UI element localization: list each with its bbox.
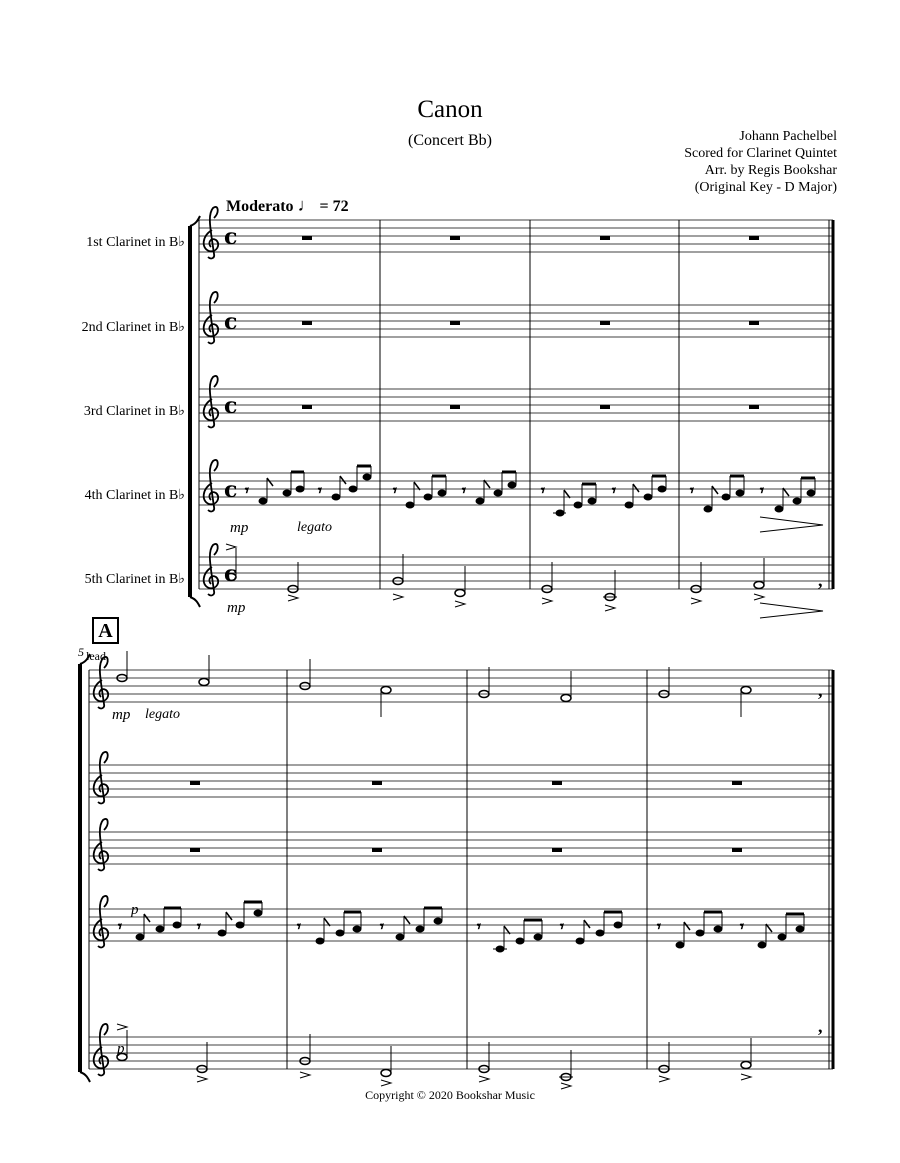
score-title: Canon: [417, 96, 483, 123]
dynamic-mp-sys1-clar4: mp: [230, 520, 249, 536]
dynamic-p-sys2-clar5: p: [117, 1041, 125, 1057]
breath-mark: ,: [818, 680, 823, 700]
svg-text:c: c: [224, 477, 238, 503]
expression-legato-sys1: legato: [297, 520, 332, 535]
whole-rests-sys2: [190, 781, 742, 852]
measure-number: 5: [78, 645, 84, 659]
svg-text:𝄾: 𝄾: [690, 483, 694, 499]
tempo-value: = 72: [319, 198, 349, 215]
breath-mark: ,: [818, 570, 823, 590]
time-signatures: [224, 224, 237, 587]
lead-text: lead: [86, 649, 106, 663]
svg-text:𝄾: 𝄾: [462, 483, 466, 499]
svg-text:𝄾: 𝄾: [297, 919, 301, 935]
clar4-notes-sys1: [245, 466, 823, 532]
svg-text:𝄾: 𝄾: [393, 483, 397, 499]
clar4-notes-sys2: [118, 902, 804, 952]
instrument-label-1: 1st Clarinet in B♭: [86, 235, 185, 250]
svg-text:𝄾: 𝄾: [477, 919, 481, 935]
svg-text:𝄾: 𝄾: [380, 919, 384, 935]
score-subtitle: (Concert Bb): [408, 132, 492, 149]
instrument-label-2: 2nd Clarinet in B♭: [81, 320, 185, 335]
clefs-system-1: [204, 207, 219, 596]
svg-text:c: c: [224, 561, 238, 587]
system-2: [80, 654, 833, 1082]
dynamic-mp-sys2-clar1: mp: [112, 707, 131, 723]
svg-text:𝄾: 𝄾: [560, 919, 564, 935]
quarter-note-icon: ♩: [297, 195, 316, 215]
svg-text:𝄾: 𝄾: [760, 483, 764, 499]
svg-text:𝄾: 𝄾: [657, 919, 661, 935]
svg-text:c: c: [224, 393, 238, 419]
svg-text:𝄾: 𝄾: [740, 919, 744, 935]
svg-text:𝄾: 𝄾: [118, 919, 122, 935]
svg-text:𝄾: 𝄾: [245, 483, 249, 499]
breath-mark: ,: [818, 1016, 823, 1036]
dynamic-mp-sys1-clar5: mp: [227, 600, 246, 616]
original-key: (Original Key - D Major): [694, 180, 837, 195]
svg-text:𝄾: 𝄾: [612, 483, 616, 499]
clar1-notes-sys2: [117, 651, 751, 717]
composer: Johann Pachelbel: [739, 129, 837, 144]
svg-text:𝄾: 𝄾: [318, 483, 322, 499]
instrument-label-5: 5th Clarinet in B♭: [84, 572, 185, 587]
svg-text:𝄾: 𝄾: [197, 919, 201, 935]
clar5-notes-sys2: [117, 1024, 751, 1089]
system-1: [190, 216, 833, 607]
instrument-label-4: 4th Clarinet in B♭: [84, 488, 185, 503]
arranger: Arr. by Regis Bookshar: [704, 163, 837, 178]
instrument-label-3: 3rd Clarinet in B♭: [83, 404, 185, 419]
svg-text:c: c: [224, 224, 238, 250]
dynamic-p-sys2-clar4: p: [131, 902, 139, 918]
svg-text:c: c: [224, 309, 238, 335]
scoring-note: Scored for Clarinet Quintet: [684, 146, 837, 161]
rehearsal-mark: A: [92, 617, 119, 644]
expression-legato-sys2: legato: [145, 707, 180, 722]
tempo-text: Moderato: [226, 198, 294, 215]
clefs-system-2: [94, 657, 109, 1076]
svg-text:𝄾: 𝄾: [541, 483, 545, 499]
copyright: Copyright © 2020 Bookshar Music: [365, 1088, 535, 1102]
